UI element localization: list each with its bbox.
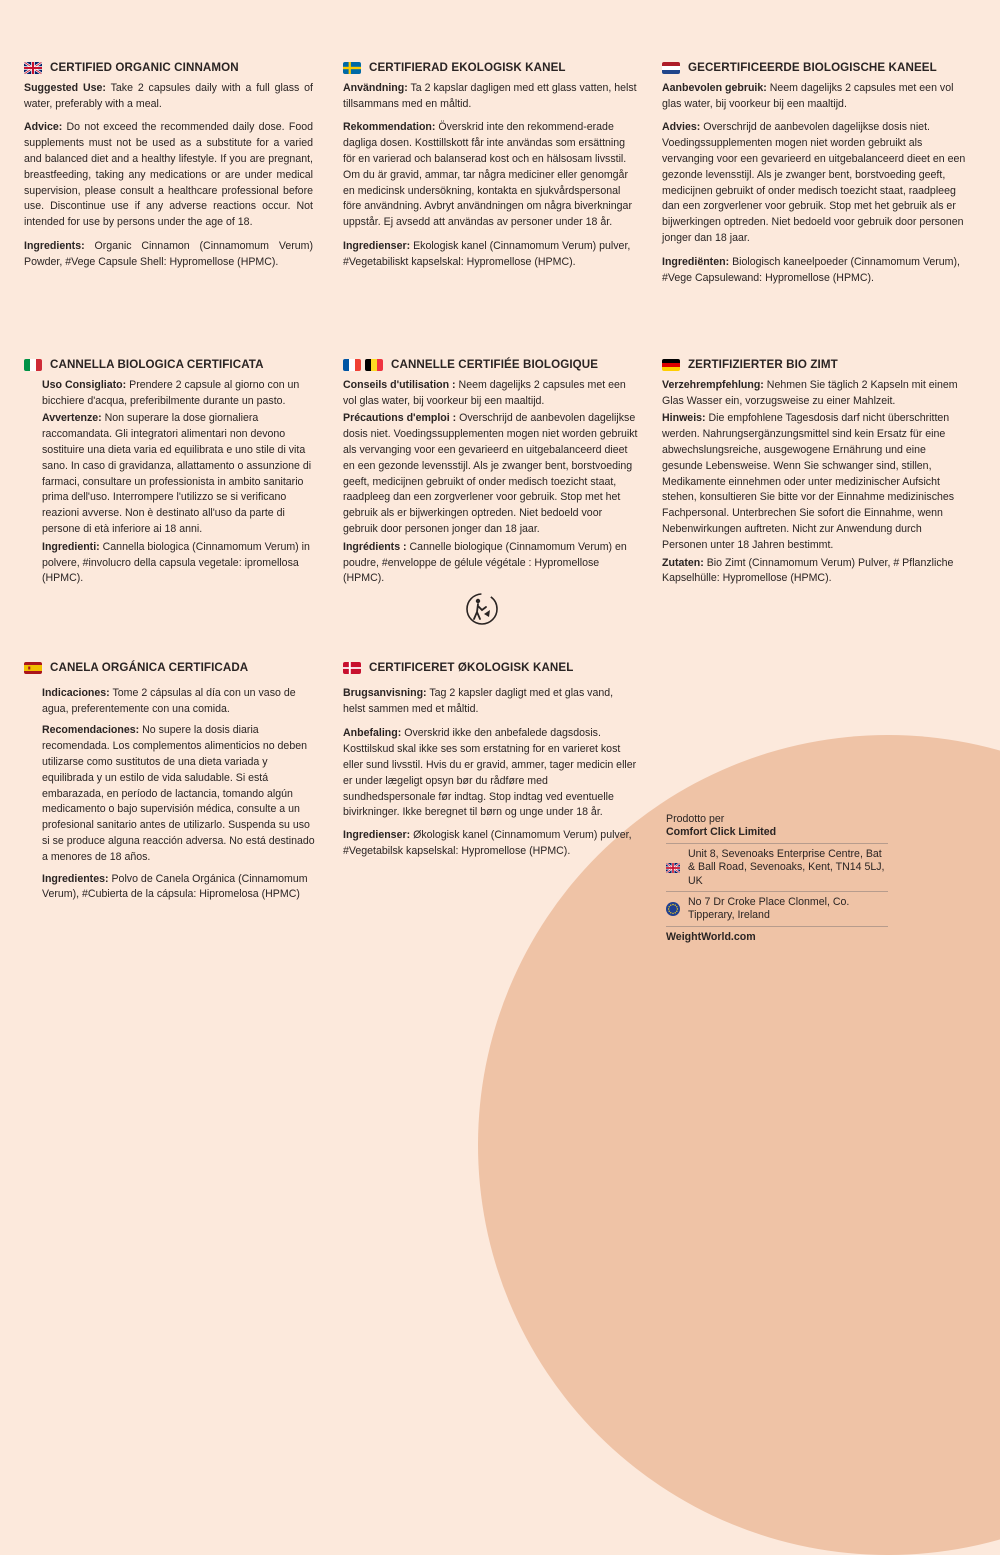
section-german (662, 357, 967, 595)
usage-text: Neem dagelijks 2 capsules met een vol glas water, bij voorkeur bij een maaltijd. (343, 378, 626, 407)
ingredients-label: Ingredientes: (42, 872, 109, 885)
germany-flag-icon (662, 359, 680, 371)
section-header (662, 357, 967, 373)
spain-flag-icon (24, 662, 42, 674)
section-english (24, 60, 313, 279)
usage-text: Nehmen Sie täglich 2 Kapseln mit einem Glas Wasser ein, vorzugsweise zu einer Mahlzeit. (662, 378, 958, 407)
ingredients-label: Ingredienti: (42, 540, 100, 553)
advice-label: Hinweis: (662, 412, 706, 425)
section-header (343, 60, 638, 76)
netherlands-flag-icon (662, 62, 680, 74)
usage-label: Verzehrempfehlung: (662, 378, 764, 391)
ie-address-row (666, 891, 888, 926)
advice-text: Non superare la dose giornaliera raccomandata. Gli integratori alimentari non devono sostituire una dieta varia ed equilibrata e uno stile di vita sano. In caso di gravidanza, allattamento o assunzione di farmaci, consultare un professionista in ambito sanitario prima dell'uso. Interrompere l'utilizzo se si verificano reazioni avverse. Non è destinato all'uso da parte di persone di età inferiore ai 18 anni. (42, 412, 312, 535)
ingredients-label: Zutaten: (662, 556, 704, 569)
sweden-flag-icon (343, 62, 361, 74)
advice-text: Overskrid ikke den anbefalede dagsdosis. Kosttilskud skal ikke ses som erstatning for en varieret kost eller sund livsstil. Hvis du er gravid, ammer, tager medicin eller er under lægeligt opsyn bør du rådføre med sundhedspersonale før indtag. Stop indtag ved eventuelle bivirkninger. Ikke beregnet til børn og unge under 18 år. (343, 727, 637, 819)
section-title: CERTIFIED ORGANIC CINNAMON (50, 61, 239, 74)
ingredients-label: Ingredienser: (343, 239, 411, 252)
usage-text: Neem dagelijks 2 capsules met een vol glas water, bij voorkeur bij een maaltijd. (662, 81, 954, 110)
ingredients-label: Ingrediënten: (662, 255, 730, 268)
usage-text: Tome 2 cápsulas al día con un vaso de agua, preferentemente con una comida. (42, 686, 296, 715)
ingredients-text: Cannelle biologique (Cinnamomum Verum) en poudre, #enveloppe de gélule végétale : Hypromellose (HPMC). (343, 540, 627, 585)
usage-label: Aanbevolen gebruik: (662, 81, 767, 94)
ingredients-text: Cannella biologica (Cinnamomum Verum) in polvere, #involucro della capsula vegetale: ipromellosa (HPMC). (42, 540, 310, 585)
section-spanish (24, 660, 319, 911)
ingredients-text: Bio Zimt (Cinnamomum Verum) Pulver, # Pflanzliche Kapselhülle: Hypromellose (HPMC). (662, 556, 954, 585)
advice-text: Die empfohlene Tagesdosis darf nicht überschritten werden. Nahrungsergänzungsmittel sind kein Ersatz für eine abwechslungsreiche, ausgewogene Ernährung und eine gesunde Lebensweise. Wenn Sie schwanger sind, stillen, Medikamente einnehmen oder unter medizinischer Aufsicht stehen, konsultieren Sie bitte vor der Einnahme medizinisches Fachpersonal. Unterbrechen Sie sofort die Einnahme, wenn Nebenwirkungen auftreten. Nicht zur Anwendung durch Personen unter 18 Jahren bestimmt. (662, 412, 955, 551)
belgium-flag-icon (365, 359, 383, 371)
section-title: CANNELLA BIOLOGICA CERTIFICATA (50, 358, 264, 371)
advice-text: No supere la dosis diaria recomendada. Los complementos alimenticios no deben utilizarse como sustitutos de una dieta variada y equilibrada y un estilo de vida saludable. Si está embarazada, en período de lactancia, tomando algún medicamento o bajo supervisión médica, consulte a un profesional sanitario antes de utilizarlo. Suspenda su uso si se produce alguna reacción adversa. No está destinado a menores de 18 años. (42, 724, 315, 863)
uk-address: Unit 8, Sevenoaks Enterprise Centre, Bat & Ball Road, Sevenoaks, Kent, TN14 5LJ, UK (688, 847, 885, 887)
section-title: CERTIFIERAD EKOLOGISK KANEL (369, 61, 566, 74)
ingredients-text: Økologisk kanel (Cinnamomum Verum) pulver, #Vegetabilsk kapselskal: Hypromellose (HPMC). (343, 829, 632, 857)
advice-label: Anbefaling: (343, 727, 402, 740)
section-header (24, 357, 319, 373)
ingredients-label: Ingredients: (24, 239, 85, 252)
section-title: CERTIFICERET ØKOLOGISK KANEL (369, 661, 574, 674)
section-swedish (343, 60, 638, 279)
section-danish (343, 660, 638, 868)
section-header (343, 357, 638, 373)
section-dutch (662, 60, 967, 294)
usage-text: Ta 2 kapslar dagligen med ett glass vatten, helst tillsammans med en måltid. (343, 81, 637, 110)
uk-flag-icon (666, 863, 680, 873)
website-link[interactable]: WeightWorld.com (666, 926, 888, 944)
company-name: Comfort Click Limited (666, 826, 777, 839)
advice-text: Överskrid inte den rekommend-erade dagliga dosen. Kosttillskott får inte användas som ersättning för en varierad och balanserad kost och en hälsosam livsstil. Om du är gravid, ammar, tar några mediciner eller genomgår en medicinsk undersökning, kontakta en sjukvårdspersonal före användning. Avbryt användningen om några biverkningar uppstår. Ej avsedd att användas av personer under 18 år. (343, 121, 632, 229)
usage-text: Tag 2 kapsler dagligt med et glas vand, helst sammen med et måltid. (343, 686, 614, 715)
advice-text: Do not exceed the recommended daily dose. Food supplements must not be used as a substitute for a varied and balanced diet and a healthy lifestyle. If you are pregnant, breastfeeding, taking any medications or are under medical supervision, please consult a healthcare professional before use. Discontinue use if any adverse reactions occur. Not intended for use by persons under the age of 18. (24, 121, 313, 229)
advice-label: Avvertenze: (42, 412, 102, 425)
advice-text: Overschrijd de aanbevolen dagelijkse dosis niet. Voedingssupplementen mogen niet worden gebruikt als vervanging voor een gevarieerd en uitgebalanceerd dieet en een gezonde levensstijl. Als je zwanger bent, borstvoeding geeft, medicijnen gebruikt of onder medisch toezicht staat, raadpleeg dan een zorgverlener voor gebruik. Stop met het gebruik als er bijwerkingen optreden. Niet bedoeld voor gebruik door personen jonger dan 18 jaar. (662, 121, 966, 244)
section-italian (24, 357, 319, 595)
uk-flag-icon (24, 62, 42, 74)
usage-text: Prendere 2 capsule al giorno con un bicchiere d'acqua, preferibilmente durante un pasto. (42, 378, 300, 407)
ingredients-text: Ekologisk kanel (Cinnamomum Verum) pulver, #Vegetabiliskt kapselskal: Hypromellose (HPMC). (343, 239, 631, 268)
advice-label: Advice: (24, 121, 63, 134)
ingredients-label: Ingrédients : (343, 540, 407, 553)
section-header (24, 660, 319, 676)
usage-label: Uso Consigliato: (42, 378, 127, 391)
ingredients-text: Biologisch kaneelpoeder (Cinnamomum Verum), #Vege Capsulewand: Hypromellose (HPMC). (662, 255, 960, 284)
section-title: CANELA ORGÁNICA CERTIFICADA (50, 661, 249, 674)
france-flag-icon (343, 359, 361, 371)
advice-text: Overschrijd de aanbevolen dagelijkse dosis niet. Voedingssupplementen mogen niet worden gebruikt als vervanging voor een gevarieerd en uitgebalanceerd dieet en een gezonde levensstijl. Als je zwanger bent, borstvoeding geeft, medicijnen gebruikt of onder medisch toezicht staat, raadpleeg dan een zorgverlener voor gebruik. Stop met het gebruik als er bijwerkingen optreden. Niet bedoeld voor gebruik door personen jonger dan 18 jaar. (343, 412, 638, 535)
usage-label: Indicaciones: (42, 686, 110, 699)
usage-label: Conseils d'utilisation : (343, 378, 456, 391)
uk-address-row (666, 843, 888, 891)
produced-by-label: Prodotto per (666, 813, 725, 825)
usage-text: Take 2 capsules daily with a full glass of water, preferably with a meal. (24, 81, 313, 110)
section-title: GECERTIFICEERDE BIOLOGISCHE KANEEL (688, 61, 937, 74)
advice-label: Recomendaciones: (42, 724, 140, 737)
ingredients-text: Organic Cinnamon (Cinnamomum Verum) Powder, #Vege Capsule Shell: Hypromellose (HPMC). (24, 239, 313, 268)
ingredients-label: Ingredienser: (343, 829, 411, 842)
denmark-flag-icon (343, 662, 361, 674)
ingredients-text: Polvo de Canela Orgánica (Cinnamomum Verum), #Cubierta de la cápsula: Hipromelosa (HPMC) (42, 872, 308, 901)
italy-flag-icon (24, 359, 42, 371)
eu-flag-icon (666, 902, 680, 916)
section-title: CANNELLE CERTIFIÉE BIOLOGIQUE (391, 358, 599, 371)
section-header (662, 60, 967, 76)
usage-label: Användning: (343, 81, 408, 94)
section-header (24, 60, 313, 76)
section-header (343, 660, 638, 676)
triman-recycling-icon (465, 592, 499, 626)
usage-label: Brugsanvisning: (343, 686, 427, 699)
section-french (343, 357, 638, 595)
ie-address: No 7 Dr Croke Place Clonmel, Co. Tipperary, Ireland (688, 896, 850, 922)
manufacturer-block (666, 813, 888, 944)
advice-label: Advies: (662, 121, 701, 134)
section-title: ZERTIFIZIERTER BIO ZIMT (688, 358, 838, 371)
advice-label: Précautions d'emploi : (343, 412, 457, 425)
advice-label: Rekommendation: (343, 121, 436, 134)
usage-label: Suggested Use: (24, 81, 106, 94)
